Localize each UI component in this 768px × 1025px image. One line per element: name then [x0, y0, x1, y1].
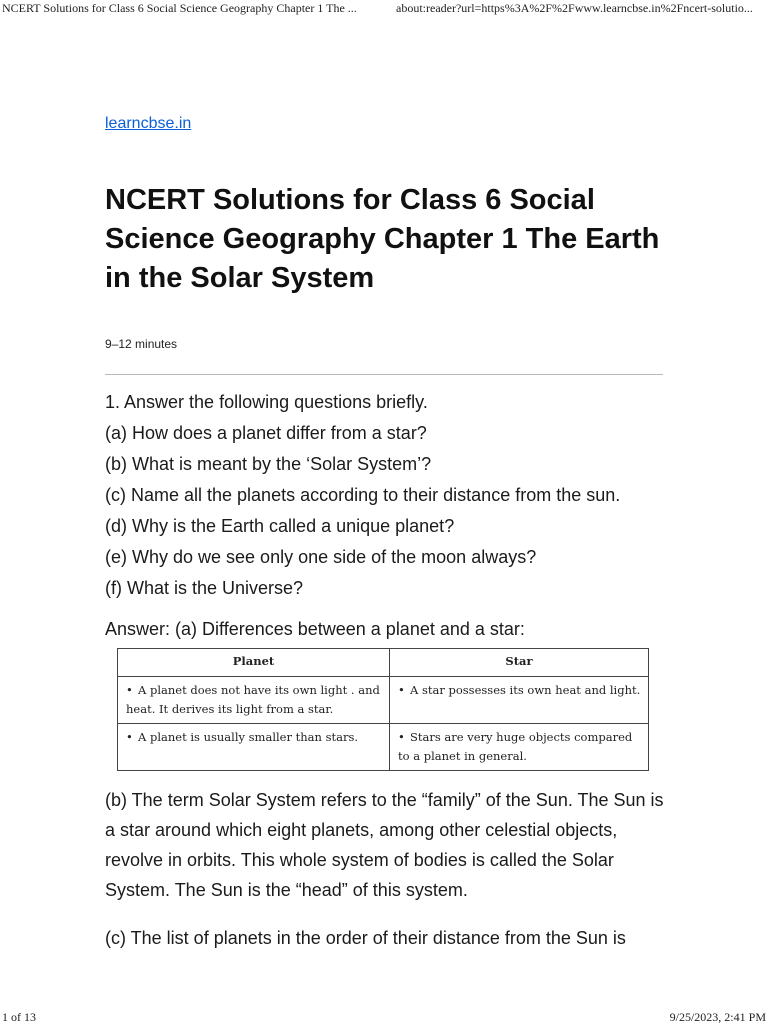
answer-b-paragraph: (b) The term Solar System refers to the “family” of the Sun. The Sun is a star around which eight planets, among other celestial objects, revolve in orbits. This whole system of bodies is called the Solar System. The Sun is the “head” of this system. [105, 790, 664, 900]
page-number: 1 of 13 [2, 1010, 36, 1024]
bullet-icon: • [126, 730, 133, 744]
planet-star-table [117, 648, 649, 771]
question-list [105, 387, 665, 604]
table-header-star: Star [390, 649, 649, 677]
print-header [0, 0, 768, 18]
answer-intro: Answer: (a) Differences between a planet and a star: [105, 619, 525, 639]
question-a: (a) How does a planet differ from a star? [105, 423, 427, 443]
cell-text: A planet does not have its own light . and heat. It derives its light from a star. [126, 683, 380, 716]
cell-text: A star possesses its own heat and light. [410, 683, 641, 697]
bullet-icon: • [126, 683, 133, 697]
table-cell [390, 724, 649, 771]
print-header-url: about:reader?url=https%3A%2F%2Fwww.learncbse.in%2Fncert-solutio... [396, 1, 753, 15]
reading-time: 9–12 minutes [105, 337, 178, 351]
cell-text: A planet is usually smaller than stars. [138, 730, 359, 744]
table-cell [390, 677, 649, 724]
header-divider [105, 374, 663, 375]
question-e: (e) Why do we see only one side of the moon always? [105, 547, 537, 567]
table-header-row [118, 649, 649, 677]
cell-text: Stars are very huge objects compared to a planet in general. [398, 730, 633, 763]
reader-article [105, 114, 665, 971]
table-cell [118, 724, 390, 771]
bullet-icon: • [398, 683, 405, 697]
table-row [118, 724, 649, 771]
site-link[interactable]: learncbse.in [105, 115, 192, 132]
question-c: (c) Name all the planets according to their distance from the sun. [105, 485, 621, 505]
answer-c-paragraph: (c) The list of planets in the order of their distance from the Sun is [105, 928, 626, 948]
question-b: (b) What is meant by the ‘Solar System’? [105, 454, 432, 474]
question-f: (f) What is the Universe? [105, 578, 304, 598]
article-title: NCERT Solutions for Class 6 Social Science Geography Chapter 1 The Earth in the Solar System [105, 184, 660, 294]
print-header-title: NCERT Solutions for Class 6 Social Science Geography Chapter 1 The ... [2, 1, 357, 15]
question-intro: 1. Answer the following questions briefly. [105, 392, 428, 412]
bullet-icon: • [398, 730, 405, 744]
question-d: (d) Why is the Earth called a unique planet? [105, 516, 455, 536]
table-row [118, 677, 649, 724]
print-datetime: 9/25/2023, 2:41 PM [669, 1010, 766, 1024]
table-cell [118, 677, 390, 724]
table-header-planet: Planet [118, 649, 390, 677]
print-footer [0, 1008, 768, 1024]
